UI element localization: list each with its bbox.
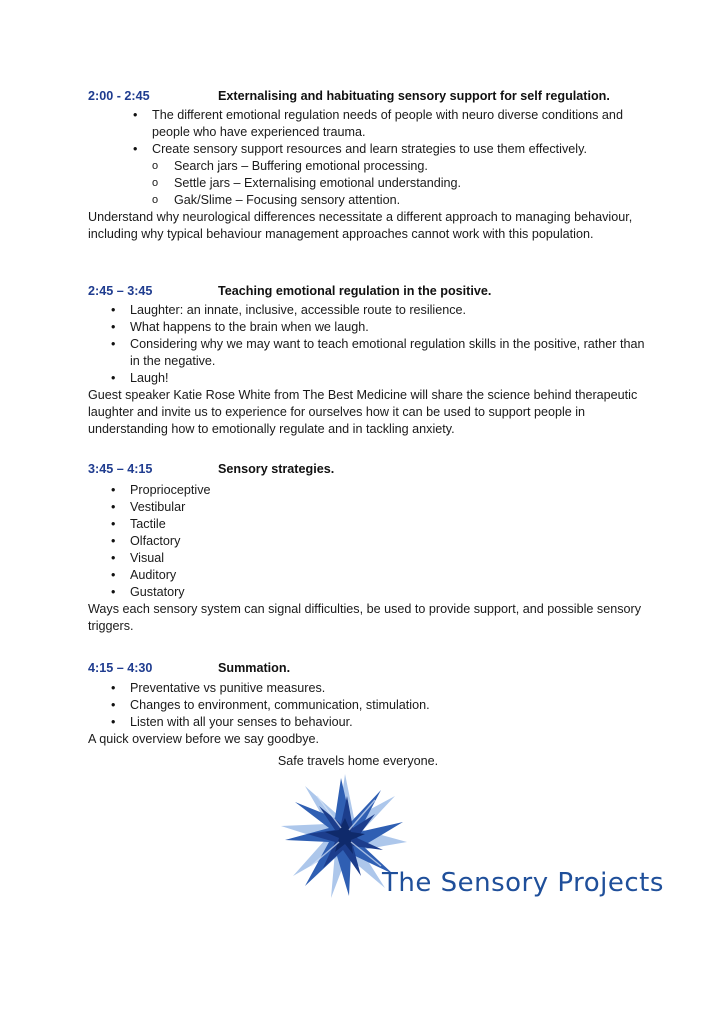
section-time: 2:00 - 2:45 [88,89,150,103]
schedule-section-2 [88,283,648,438]
section-description: Ways each sensory system can signal difficulties, be used to provide support, and possible sensory triggers. [88,602,642,633]
list-item: • The different emotional regulation needs of people with neuro diverse conditions and people who have experienced trauma. [88,107,648,141]
section-heading [88,461,648,478]
bullet-list [88,302,648,387]
sub-bullet-list [88,158,648,209]
section-title: Sensory strategies. [218,462,335,476]
section-title: Summation. [218,661,291,675]
section-heading [88,660,648,677]
section-description: A quick overview before we say goodbye. [88,732,320,746]
list-item: • Proprioceptive [88,482,648,499]
schedule-section-1 [88,88,648,243]
schedule-section-4 [88,660,648,748]
sub-list-item: o Search jars – Buffering emotional processing. [88,158,648,175]
list-item: • Visual [88,550,648,567]
logo-wordmark: The Sensory Projects [382,868,664,898]
section-time: 4:15 – 4:30 [88,661,153,675]
section-description: Guest speaker Katie Rose White from The Best Medicine will share the science behind therapeutic laughter and invite us to experience for ourselves how it can be used to support people in understanding how to emotionally regulate and in tackling anxiety. [88,388,638,436]
sub-list-item: o Settle jars – Externalising emotional understanding. [88,175,648,192]
bullet-list [88,482,648,601]
list-item: • Olfactory [88,533,648,550]
schedule-section-3 [88,461,648,635]
farewell-message: Safe travels home everyone. [277,754,439,768]
section-description: Understand why neurological differences necessitate a different approach to managing behaviour, including why typical behaviour management approaches cannot work with this population. [88,210,633,241]
list-item: • Laughter: an innate, inclusive, accessible route to resilience. [88,302,648,319]
list-item: • Considering why we may want to teach emotional regulation skills in the positive, rather than in the negative. [88,336,648,370]
list-item: • Tactile [88,516,648,533]
section-heading [88,283,648,300]
section-heading [88,88,648,105]
list-item: • Gustatory [88,584,648,601]
list-item: • Vestibular [88,499,648,516]
list-item: • Changes to environment, communication, stimulation. [88,697,648,714]
section-title: Teaching emotional regulation in the positive. [218,284,492,298]
list-item: • What happens to the brain when we laugh. [88,319,648,336]
sub-list-item: o Gak/Slime – Focusing sensory attention. [88,192,648,209]
bullet-list [88,107,648,158]
section-time: 3:45 – 4:15 [88,462,153,476]
list-item: • Preventative vs punitive measures. [88,680,648,697]
bullet-list [88,680,648,731]
section-time: 2:45 – 3:45 [88,284,153,298]
list-item: • Listen with all your senses to behaviour. [88,714,648,731]
section-title: Externalising and habituating sensory support for self regulation. [218,89,610,103]
list-item: • Auditory [88,567,648,584]
list-item: • Create sensory support resources and learn strategies to use them effectively. [88,141,648,158]
list-item: • Laugh! [88,370,648,387]
